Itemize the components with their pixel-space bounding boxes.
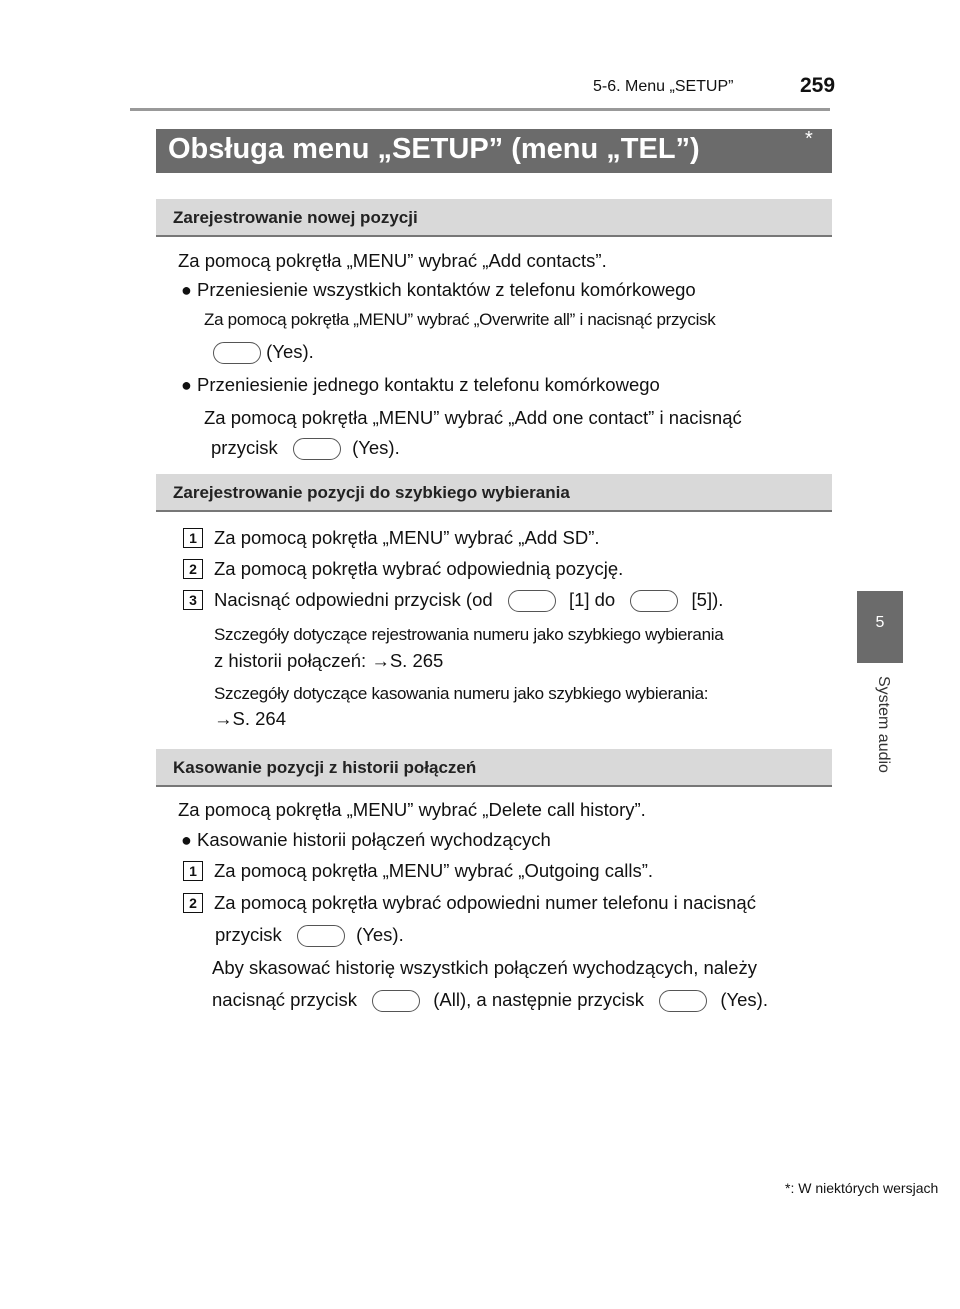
step-number: 2 [183, 893, 203, 913]
yes-button-icon [297, 925, 345, 947]
step-number: 2 [183, 559, 203, 579]
page-title: Obsługa menu „SETUP” (menu „TEL”) [168, 133, 700, 165]
running-header: 5-6. Menu „SETUP” [593, 78, 734, 95]
section-header-new-entry [156, 199, 832, 237]
instruction-text: przycisk (Yes). [211, 437, 400, 460]
yes-button-icon [213, 342, 261, 364]
bullet-icon: ● [181, 280, 192, 300]
list-item [181, 829, 551, 851]
step-text: Za pomocą pokrętła „MENU” wybrać „Add SD”. [214, 527, 600, 548]
instruction-text: Za pomocą pokrętła „MENU” wybrać „Overwrite all” i nacisnąć przycisk [204, 310, 716, 329]
chapter-number: 5 [875, 614, 885, 631]
speed-dial-button-icon [630, 590, 678, 612]
step-text: Za pomocą pokrętła „MENU” wybrać „Outgoing calls”. [214, 860, 654, 881]
bullet-title: Kasowanie historii połączeń wychodzących [197, 829, 551, 850]
list-item [181, 279, 696, 301]
section-header-speed-dial [156, 474, 832, 512]
bullet-title: Przeniesienie wszystkich kontaktów z telefonu komórkowego [197, 279, 696, 300]
note-text: z historii połączeń: →S. 265 [214, 650, 444, 671]
bullet-icon: ● [181, 375, 192, 395]
header-divider [130, 108, 830, 111]
bullet-icon: ● [181, 830, 192, 850]
step-number: 1 [183, 528, 203, 548]
step-text: Za pomocą pokrętła wybrać odpowiedni numer telefonu i nacisnąć [214, 892, 756, 913]
step-number: 3 [183, 590, 203, 610]
note-text: Szczegóły dotyczące kasowania numeru jako szybkiego wybierania: [214, 684, 709, 703]
speed-dial-button-icon [508, 590, 556, 612]
note-text: Aby skasować historię wszystkich połączeń wychodzących, należy [212, 957, 757, 978]
page-number: 259 [800, 74, 836, 97]
step-text: Nacisnąć odpowiedni przycisk (od [1] do [5]). [214, 589, 723, 612]
yes-button-icon [293, 438, 341, 460]
list-item [181, 374, 660, 396]
instruction-text: Za pomocą pokrętła „MENU” wybrać „Add contacts”. [178, 250, 607, 271]
section-heading: Zarejestrowanie nowej pozycji [173, 208, 418, 227]
step-number: 1 [183, 861, 203, 881]
chapter-label: System audio [875, 676, 892, 773]
section-header-call-history [156, 749, 832, 787]
step-text: Za pomocą pokrętła wybrać odpowiednią pozycję. [214, 558, 624, 579]
bullet-title: Przeniesienie jednego kontaktu z telefonu komórkowego [197, 374, 660, 395]
title-asterisk: * [805, 128, 813, 150]
instruction-text: Za pomocą pokrętła „MENU” wybrać „Add one contact” i nacisnąć [204, 407, 742, 428]
note-text: Szczegóły dotyczące rejestrowania numeru jako szybkiego wybierania [214, 625, 724, 644]
note-text: nacisnąć przycisk (All), a następnie przycisk (Yes). [212, 989, 768, 1012]
step-text: przycisk (Yes). [215, 924, 404, 947]
yes-button-icon [659, 990, 707, 1012]
instruction-text: Za pomocą pokrętła „MENU” wybrać „Delete call history”. [178, 799, 646, 820]
footnote: *: W niektórych wersjach [785, 1180, 939, 1196]
section-heading: Kasowanie pozycji z historii połączeń [173, 758, 477, 777]
instruction-text: (Yes). [213, 341, 314, 364]
all-button-icon [372, 990, 420, 1012]
section-heading: Zarejestrowanie pozycji do szybkiego wybierania [173, 483, 570, 502]
note-text: →S. 264 [214, 708, 286, 729]
